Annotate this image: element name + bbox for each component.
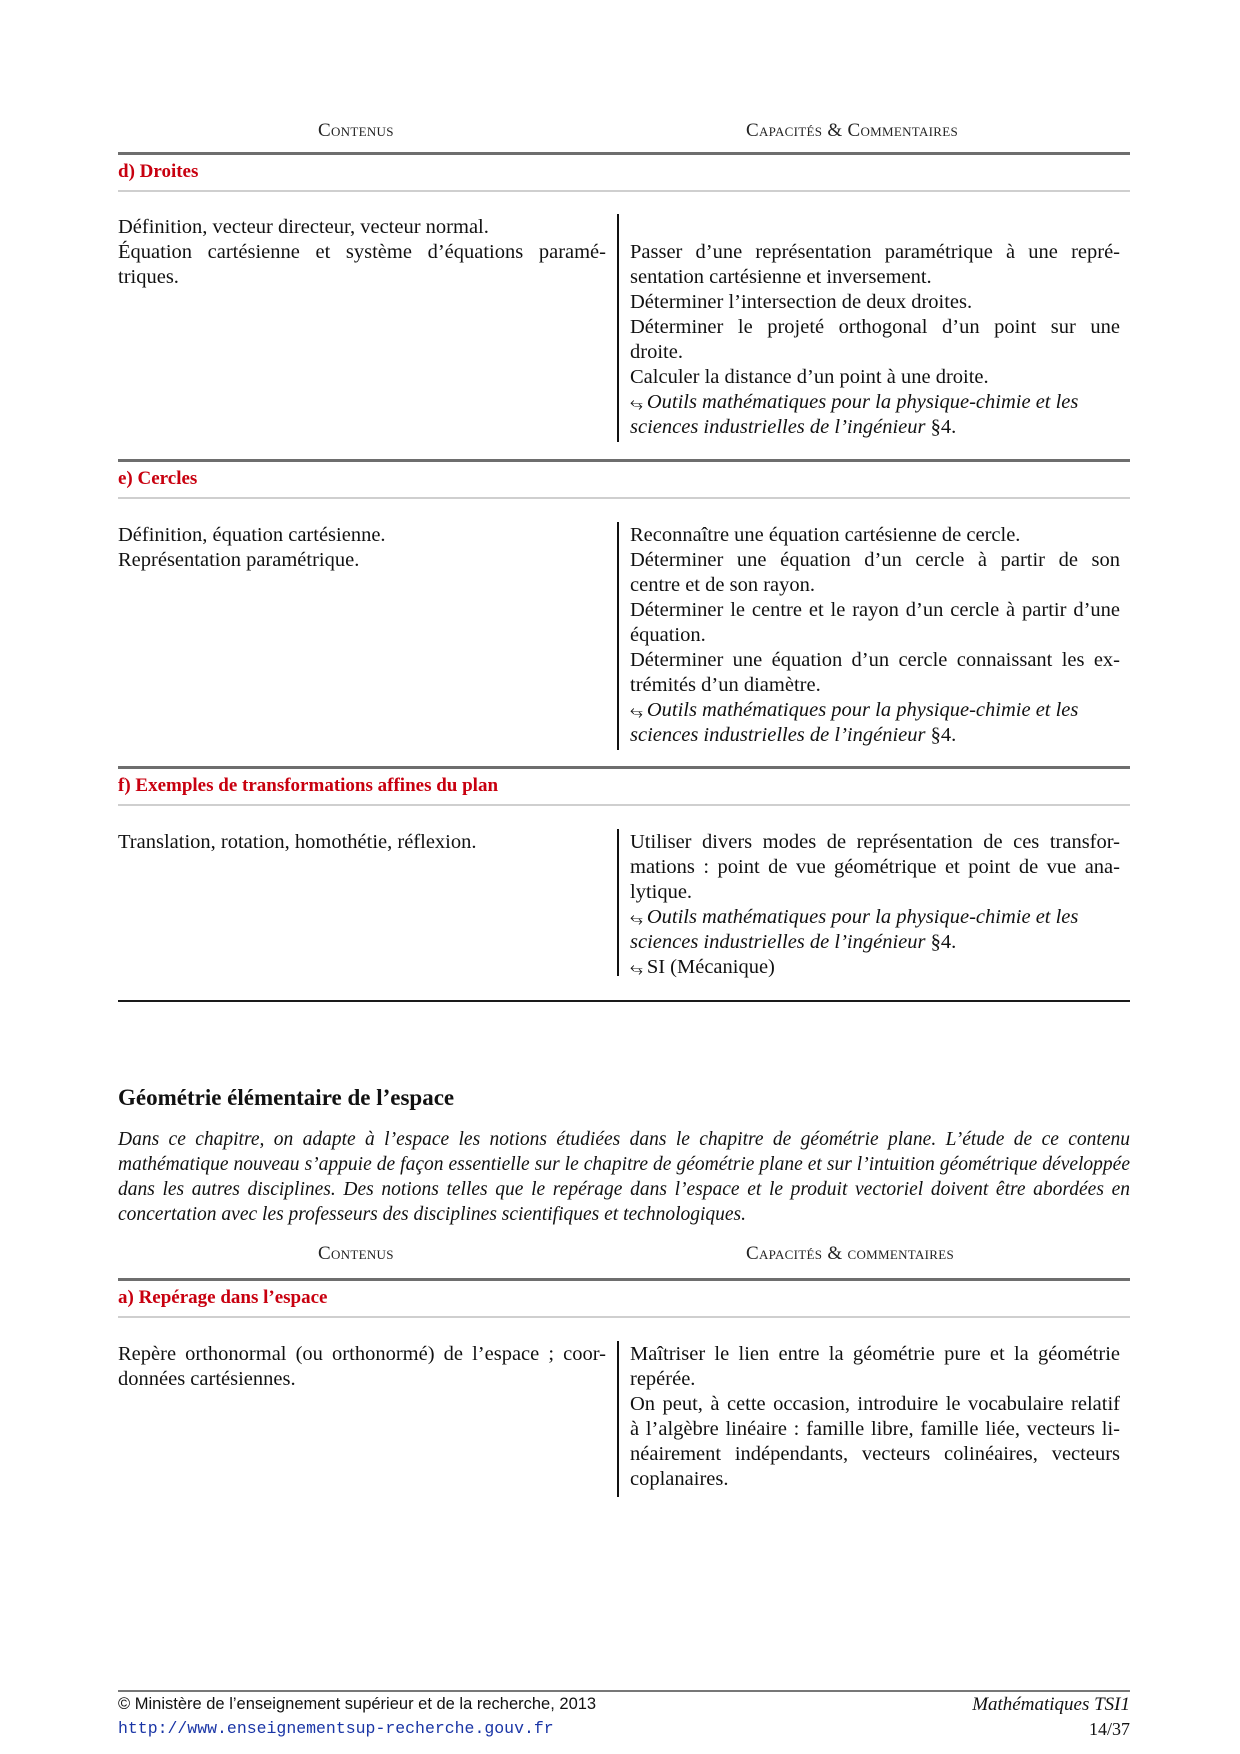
contents-line: Équation cartésienne et système d’équations paramé- bbox=[118, 241, 606, 263]
reference-text: sciences industrielles de l’ingénieur bbox=[630, 931, 926, 953]
cross-reference-link bbox=[630, 955, 1120, 980]
contents-line: données cartésiennes. bbox=[118, 1368, 296, 1390]
reference-text: Outils mathématiques pour la physique-chimie et les bbox=[646, 391, 1079, 413]
capacities-transformations bbox=[630, 830, 1120, 980]
column-divider bbox=[617, 214, 619, 442]
capacity-line: sentation cartésienne et inversement. bbox=[630, 266, 932, 288]
reference-text: SI (Mécanique) bbox=[646, 956, 775, 978]
column-header-contents: Contenus bbox=[318, 120, 394, 141]
capacity-line: lytique. bbox=[630, 881, 693, 903]
cross-reference-link bbox=[630, 390, 1120, 415]
section-rule bbox=[118, 1316, 1130, 1318]
capacity-line: Utiliser divers modes de représentation de ces transfor- bbox=[630, 831, 1120, 853]
cross-reference-link bbox=[630, 698, 1120, 723]
section-title-droites: d) Droites bbox=[118, 161, 199, 182]
capacity-line: centre et de son rayon. bbox=[630, 574, 815, 596]
cross-reference-link bbox=[630, 415, 1120, 440]
section-top-rule bbox=[118, 459, 1130, 462]
column-divider bbox=[617, 829, 619, 976]
contents-line: Repère orthonormal (ou orthonormé) de l’espace ; coor- bbox=[118, 1343, 606, 1365]
section-rule bbox=[118, 190, 1130, 192]
capacity-line: Déterminer le centre et le rayon d’un cercle à partir d’une bbox=[630, 599, 1120, 621]
capacity-line: Déterminer l’intersection de deux droites. bbox=[630, 291, 973, 313]
capacity-line: néairement indépendants, vecteurs colinéaires, vecteurs bbox=[630, 1443, 1120, 1465]
contents-line: Définition, équation cartésienne. bbox=[118, 524, 386, 546]
capacity-line: droite. bbox=[630, 341, 683, 363]
column-divider bbox=[617, 1341, 619, 1497]
table-bottom-rule bbox=[118, 1000, 1130, 1002]
column-header-contents: Contenus bbox=[318, 1243, 394, 1264]
capacities-reperage bbox=[630, 1342, 1120, 1492]
capacity-line: coplanaires. bbox=[630, 1468, 729, 1490]
capacity-line: repérée. bbox=[630, 1368, 696, 1390]
capacity-line: Déterminer le projeté orthogonal d’un point sur une bbox=[630, 316, 1120, 338]
column-header-capacities: Capacités & commentaires bbox=[746, 1243, 955, 1264]
reference-text: Outils mathématiques pour la physique-chimie et les bbox=[646, 699, 1079, 721]
capacity-line: Déterminer une équation d’un cercle connaissant les ex- bbox=[630, 649, 1120, 671]
capacity-line: On peut, à cette occasion, introduire le vocabulaire relatif bbox=[630, 1393, 1120, 1415]
reference-text: sciences industrielles de l’ingénieur bbox=[630, 416, 926, 438]
capacity-line: à l’algèbre linéaire : famille libre, famille liée, vecteurs li- bbox=[630, 1418, 1120, 1440]
footer-copyright: © Ministère de l’enseignement supérieur et de la recherche, 2013 bbox=[118, 1695, 597, 1713]
capacity-line: Passer d’une représentation paramétrique à une repré- bbox=[630, 241, 1120, 263]
capacity-line: Déterminer une équation d’un cercle à partir de son bbox=[630, 549, 1120, 571]
header-rule bbox=[118, 1278, 1130, 1281]
contents-line: triques. bbox=[118, 266, 179, 288]
contents-line: Représentation paramétrique. bbox=[118, 549, 360, 571]
footer-rule bbox=[118, 1690, 1130, 1692]
link-arrows-icon: ⥃ bbox=[630, 958, 643, 977]
capacity-line: équation. bbox=[630, 624, 706, 646]
cross-reference-link bbox=[630, 930, 1120, 955]
link-arrows-icon: ⥃ bbox=[630, 908, 643, 927]
capacity-line: Maîtriser le lien entre la géométrie pure et la géométrie bbox=[630, 1343, 1120, 1365]
column-divider bbox=[617, 522, 619, 750]
capacities-droites bbox=[630, 240, 1120, 440]
reference-suffix: §4. bbox=[925, 416, 957, 438]
section-title-transformations: f) Exemples de transformations affines du plan bbox=[118, 775, 499, 796]
reference-text: sciences industrielles de l’ingénieur bbox=[630, 724, 926, 746]
reference-text: Outils mathématiques pour la physique-chimie et les bbox=[646, 906, 1079, 928]
chapter-intro: Dans ce chapitre, on adapte à l’espace les notions étudiées dans le chapitre de géométrie plane. L’étude de ce contenu mathématique nouveau s’appuie de façon essentielle sur le chapitre de géométrie plane et sur l’intuition géométrique développée dans les autres disciplines. Des notions telles que le repérage dans l’espace et le produit vectoriel doivent être abordées en concertation avec les professeurs des disciplines scientifiques et technologiques. bbox=[118, 1129, 1130, 1225]
capacities-cercles bbox=[630, 523, 1120, 748]
header-rule bbox=[118, 152, 1130, 155]
contents-cercles bbox=[118, 523, 606, 573]
contents-line: Translation, rotation, homothétie, réflexion. bbox=[118, 831, 477, 853]
contents-line: Définition, vecteur directeur, vecteur normal. bbox=[118, 216, 489, 238]
section-rule bbox=[118, 804, 1130, 806]
section-title-cercles: e) Cercles bbox=[118, 468, 198, 489]
contents-droites bbox=[118, 215, 606, 290]
capacity-line: mations : point de vue géométrique et point de vue ana- bbox=[630, 856, 1120, 878]
page-number: 14/37 bbox=[1088, 1719, 1130, 1739]
capacity-line: trémités d’un diamètre. bbox=[630, 674, 821, 696]
section-top-rule bbox=[118, 766, 1130, 769]
section-rule bbox=[118, 497, 1130, 499]
reference-suffix: §4. bbox=[925, 724, 957, 746]
footer-subject: Mathématiques TSI1 bbox=[972, 1694, 1130, 1715]
chapter-title: Géométrie élémentaire de l’espace bbox=[118, 1085, 455, 1110]
section-title-reperage: a) Repérage dans l’espace bbox=[118, 1287, 328, 1308]
capacity-line: Calculer la distance d’un point à une droite. bbox=[630, 366, 989, 388]
contents-reperage bbox=[118, 1342, 606, 1392]
footer-url-link[interactable]: http://www.enseignementsup-recherche.gouv.fr bbox=[118, 1719, 554, 1738]
contents-transformations bbox=[118, 830, 606, 855]
link-arrows-icon: ⥃ bbox=[630, 701, 643, 720]
reference-suffix: §4. bbox=[925, 931, 957, 953]
column-header-capacities: Capacités & Commentaires bbox=[746, 120, 959, 141]
link-arrows-icon: ⥃ bbox=[630, 393, 643, 412]
capacity-line: Reconnaître une équation cartésienne de cercle. bbox=[630, 524, 1021, 546]
cross-reference-link bbox=[630, 723, 1120, 748]
cross-reference-link bbox=[630, 905, 1120, 930]
